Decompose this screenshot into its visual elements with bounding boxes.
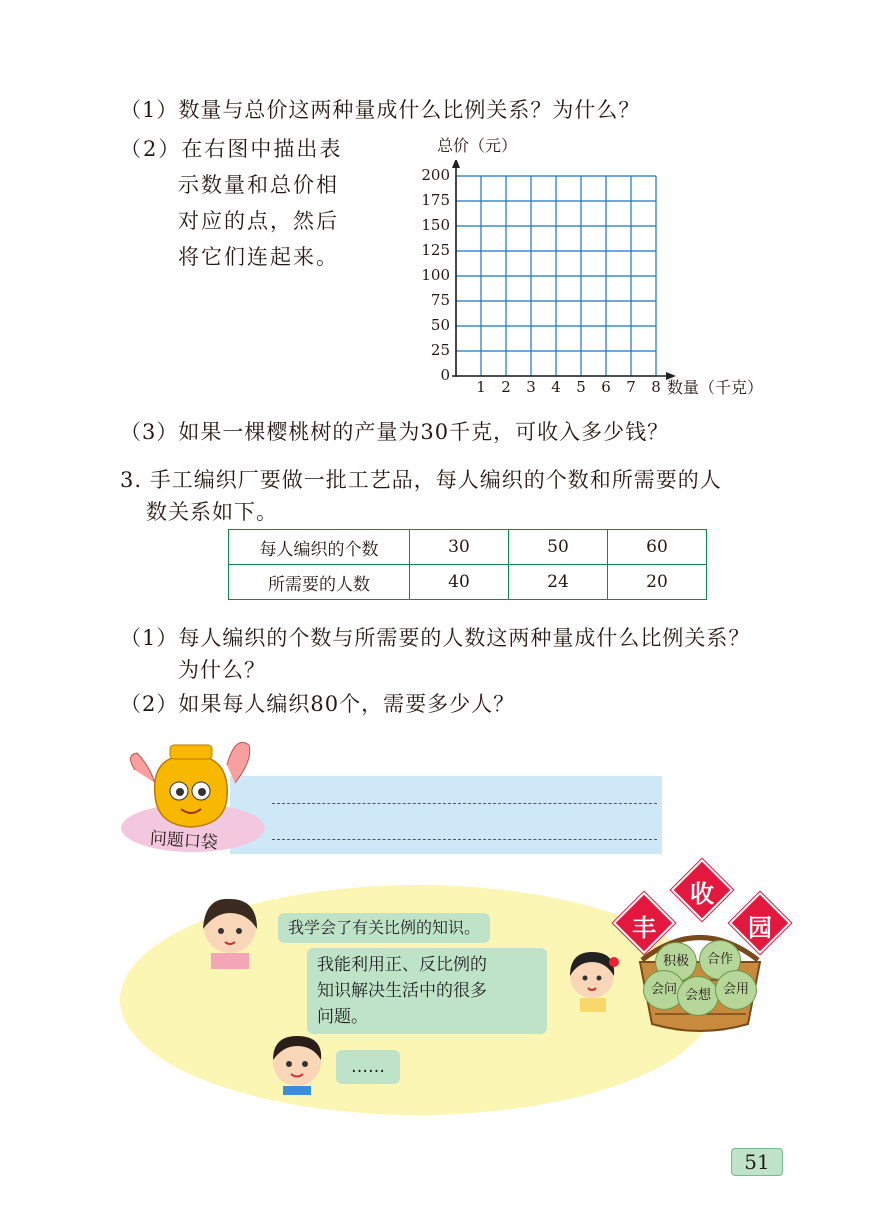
chart-axes	[452, 160, 676, 380]
question-3-part-1-line-1: （1）每人编织的个数与所需要的人数这两种量成什么比例关系？	[120, 626, 751, 650]
y-tick-label: 200	[421, 166, 450, 184]
chart-y-title: 总价（元）	[437, 136, 518, 155]
bubble-2-line-1: 我能利用正、反比例的	[317, 955, 487, 975]
y-tick-label: 175	[421, 191, 450, 209]
bubble-2-line-3: 问题。	[317, 1007, 368, 1027]
x-tick-label: 4	[551, 378, 561, 396]
sign-char: 丰	[632, 913, 656, 942]
speech-bubble-2	[307, 948, 547, 1034]
x-tick-label: 8	[651, 378, 661, 396]
x-tick-label: 6	[601, 378, 611, 396]
y-tick-label: 50	[430, 316, 450, 334]
speech-bubble-1: 我学会了有关比例的知识。	[278, 913, 490, 943]
question-3-part-1-line-2: 为什么？	[178, 658, 266, 682]
table-cell: 20	[608, 565, 707, 600]
table-cell: 50	[509, 530, 608, 565]
table-cell: 40	[410, 565, 509, 600]
x-tick-label: 7	[626, 378, 636, 396]
y-tick-label: 0	[440, 366, 450, 384]
table-row-header: 所需要的人数	[229, 565, 410, 600]
question-2-part-3: （3）如果一棵樱桃树的产量为30千克，可收入多少钱？	[120, 420, 670, 444]
fruit-label: 会想	[677, 976, 719, 1016]
table-row	[229, 530, 707, 565]
bubble-2-line-2: 知识解决生活中的很多	[317, 981, 487, 1001]
question-3-line-2: 数关系如下。	[146, 500, 278, 524]
y-tick-label: 75	[430, 291, 450, 309]
fruit-label: 会问	[643, 970, 685, 1010]
pocket-answer-band	[230, 776, 662, 854]
chart-x-title: 数量（千克）	[667, 378, 764, 397]
y-tick-label: 150	[421, 216, 450, 234]
fruit-label: 合作	[699, 940, 741, 980]
question-2-part-2	[120, 131, 342, 275]
sign-char: 园	[748, 913, 772, 942]
table-cell: 60	[608, 530, 707, 565]
answer-line[interactable]	[272, 803, 657, 804]
fruit-group	[647, 930, 757, 1020]
sign-char: 收	[690, 879, 714, 908]
y-axis-arrow	[452, 160, 460, 168]
x-tick-label: 3	[526, 378, 536, 396]
question-3-line-1: 3. 手工编织厂要做一批工艺品，每人编织的个数和所需要的人	[120, 468, 722, 492]
page-number: 51	[731, 1148, 783, 1176]
girl2-avatar	[562, 948, 624, 1013]
x-tick-label: 5	[576, 378, 586, 396]
fruit-label: 会用	[715, 970, 757, 1010]
table-row-header: 每人编织的个数	[229, 530, 410, 565]
table-row	[229, 565, 707, 600]
q2p2-line-3: 对应的点，然后	[178, 209, 339, 233]
question-2-part-1: （1）数量与总价这两种量成什么比例关系？为什么？	[120, 98, 641, 122]
y-tick-label: 100	[421, 266, 450, 284]
q2p2-line-1: （2）在右图中描出表	[120, 137, 343, 161]
pocket-label: 问题口袋	[149, 828, 219, 854]
q2p2-line-2: 示数量和总价相	[178, 173, 339, 197]
y-tick-label: 125	[421, 241, 450, 259]
fruit-label: 积极	[655, 942, 697, 982]
x-axis-arrow	[666, 372, 676, 380]
table-cell: 30	[410, 530, 509, 565]
x-tick-label: 2	[501, 378, 511, 396]
speech-bubble-3: ……	[336, 1050, 400, 1084]
table-cell: 24	[509, 565, 608, 600]
question-3-part-2: （2）如果每人编织80个，需要多少人？	[120, 692, 516, 716]
chart-gridlines	[456, 176, 656, 376]
x-tick-label: 1	[476, 378, 486, 396]
answer-line[interactable]	[272, 839, 657, 840]
y-tick-label: 25	[430, 341, 450, 359]
girl-avatar	[195, 895, 265, 970]
q2p2-line-4: 将它们连起来。	[178, 245, 339, 269]
knitting-table	[228, 529, 707, 600]
boy-avatar	[265, 1030, 330, 1095]
